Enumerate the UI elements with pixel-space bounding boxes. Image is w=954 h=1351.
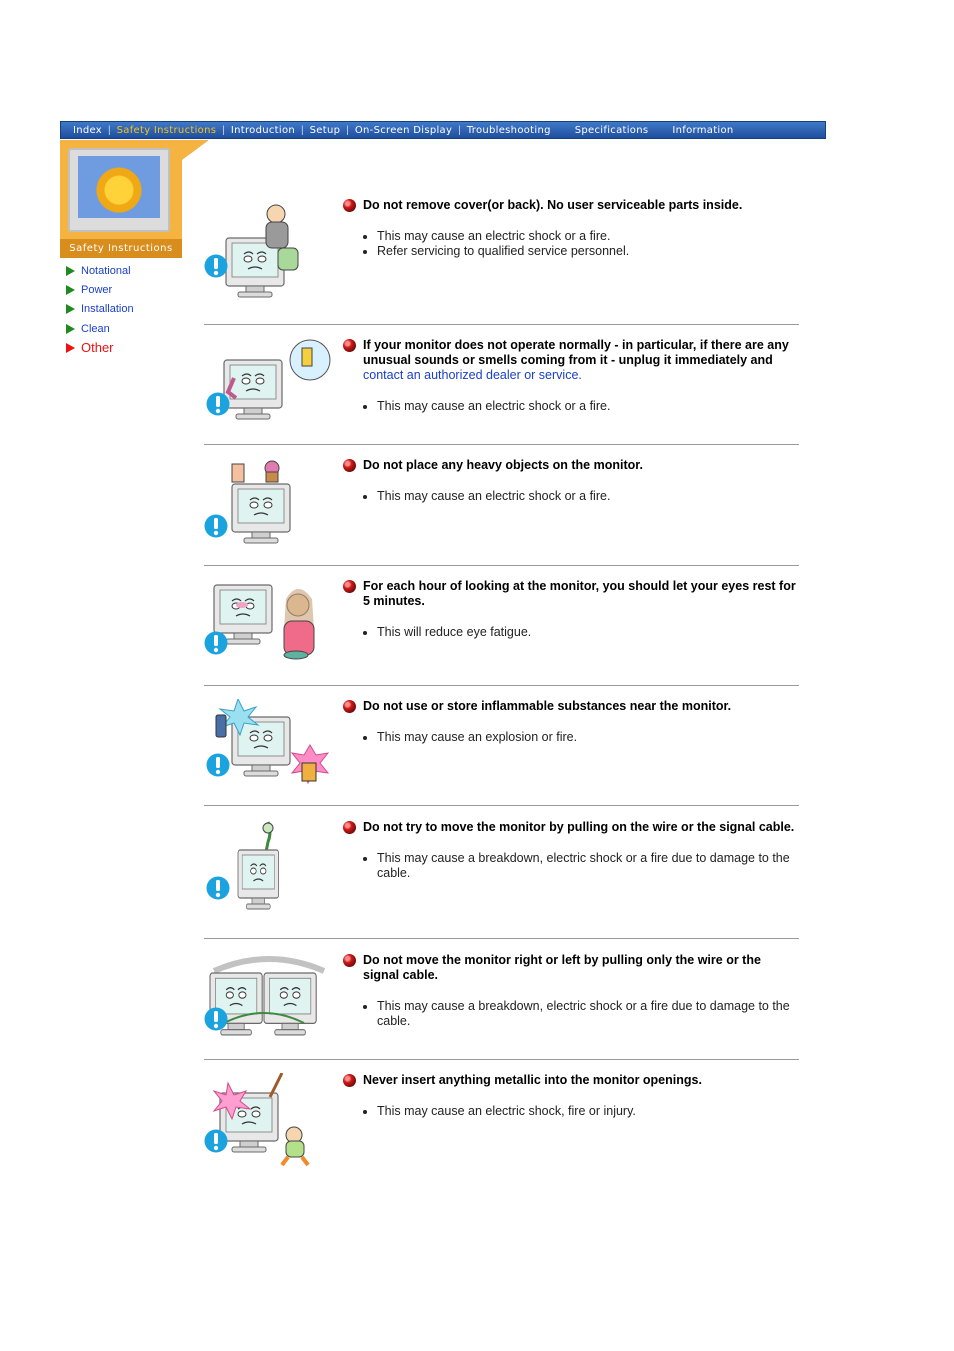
nav-information[interactable]: Information [672,124,734,136]
nav-safety-instructions[interactable]: Safety Instructions [116,124,217,136]
section-divider [204,805,799,806]
safety-item-3 [204,458,799,558]
safety-item-content [343,198,799,259]
safety-point: • Refer servicing to qualified service personnel. [377,244,799,259]
flower-screen-icon [78,156,160,218]
safety-item-4 [204,579,799,679]
sidebar-banner [60,140,182,258]
section-divider [204,444,799,445]
safety-point: • This may cause an electric shock, fire or injury. [377,1104,799,1119]
safety-point: • This may cause a breakdown, electric shock or a fire due to damage to the cable. [377,999,799,1029]
sidebar-link-notational[interactable] [66,261,196,280]
section-divider [204,938,799,939]
safety-heading-text: For each hour of looking at the monitor, you should let your eyes rest for 5 minutes. [363,579,796,608]
section-divider [204,1059,799,1060]
metallic-insert-icon [204,1073,329,1168]
safety-heading [343,338,799,383]
swing-cable-icon [204,953,329,1048]
triangle-right-icon [66,343,75,353]
triangle-right-icon [66,304,75,314]
safety-points [343,851,799,881]
safety-item-7 [204,953,799,1053]
safety-heading-main: If your monitor does not operate normally - in particular, if there are any unusual sounds or smells coming from it - unplug it immediately and [363,338,789,367]
safety-point: • This may cause an electric shock or a fire. [377,489,799,504]
safety-heading-text: Do not remove cover(or back). No user serviceable parts inside. [363,198,743,212]
triangle-right-icon [66,324,75,334]
nav-introduction[interactable]: Introduction [230,124,296,136]
safety-heading [343,820,799,835]
sidebar-link-label: Installation [81,303,134,316]
safety-heading-text: Do not try to move the monitor by pulling on the wire or the signal cable. [363,820,795,834]
unplug-icon [204,338,334,433]
safety-point: • This may cause a breakdown, electric shock or a fire due to damage to the cable. [377,851,799,881]
sidebar-link-label: Power [81,283,113,296]
safety-item-6 [204,820,799,925]
nav-setup[interactable]: Setup [309,124,341,136]
safety-heading [343,953,799,983]
technician-icon [204,198,329,298]
safety-item-1 [204,198,799,308]
safety-points [343,625,799,640]
section-divider [204,565,799,566]
sidebar-caption: Safety Instructions [60,239,182,258]
safety-heading-text: Do not place any heavy objects on the monitor. [363,458,643,472]
safety-points [343,399,799,414]
safety-point: • This will reduce eye fatigue. [377,625,799,640]
safety-points [343,999,799,1029]
safety-point: • This may cause an explosion or fire. [377,730,799,745]
nav-separator: | [458,124,461,136]
safety-item-content [343,820,799,881]
sidebar-link-installation[interactable] [66,300,196,319]
safety-points [343,229,799,259]
section-divider [204,685,799,686]
nav-specifications[interactable]: Specifications [574,124,649,136]
safety-item-2 [204,338,799,438]
monitor-picture [68,148,170,232]
safety-points [343,730,799,745]
red-ball-icon [343,580,356,593]
nav-separator: | [346,124,349,136]
eye-rest-icon [204,579,329,674]
section-divider [204,324,799,325]
sidebar-link-clean[interactable] [66,319,196,338]
safety-item-content [343,953,799,1029]
nav-separator: | [222,124,225,136]
safety-item-content [343,338,799,414]
safety-points [343,1104,799,1119]
safety-item-content [343,458,799,504]
triangle-right-icon [66,285,75,295]
safety-point: • This may cause an electric shock or a fire. [377,229,799,244]
safety-item-content [343,1073,799,1119]
sidebar-link-power[interactable] [66,280,196,299]
sidebar-corner [182,140,209,160]
sidebar-link-label: Clean [81,322,110,335]
top-navigation [60,121,826,139]
pull-cable-icon [204,820,329,915]
safety-heading [343,458,799,473]
safety-heading [343,198,799,213]
red-ball-icon [343,459,356,472]
red-ball-icon [343,339,356,352]
safety-item-5 [204,699,799,799]
nav-separator: | [301,124,304,136]
safety-item-content [343,699,799,745]
nav-index[interactable]: Index [73,124,103,136]
safety-heading-text [363,338,799,383]
nav-separator: | [108,124,111,136]
safety-heading [343,699,799,714]
nav-troubleshooting[interactable]: Troubleshooting [466,124,551,136]
sidebar-link-label: Notational [81,264,131,277]
safety-heading [343,1073,799,1088]
safety-heading [343,579,799,609]
safety-item-8 [204,1073,799,1173]
dealer-service-link[interactable]: contact an authorized dealer or service. [363,368,582,382]
red-ball-icon [343,821,356,834]
sidebar-link-other[interactable] [66,338,196,357]
safety-item-content [343,579,799,640]
safety-heading-text: Never insert anything metallic into the monitor openings. [363,1073,702,1087]
heavy-objects-icon [204,458,329,553]
flammable-icon [204,699,329,794]
safety-points [343,489,799,504]
sidebar-links [66,261,196,357]
nav-on-screen-display[interactable]: On-Screen Display [354,124,453,136]
triangle-right-icon [66,266,75,276]
safety-heading-text: Do not move the monitor right or left by pulling only the wire or the signal cable. [363,953,761,982]
red-ball-icon [343,1074,356,1087]
safety-heading-text: Do not use or store inflammable substances near the monitor. [363,699,732,713]
safety-point: • This may cause an electric shock or a fire. [377,399,799,414]
red-ball-icon [343,199,356,212]
sidebar-link-label: Other [81,340,114,356]
red-ball-icon [343,700,356,713]
red-ball-icon [343,954,356,967]
